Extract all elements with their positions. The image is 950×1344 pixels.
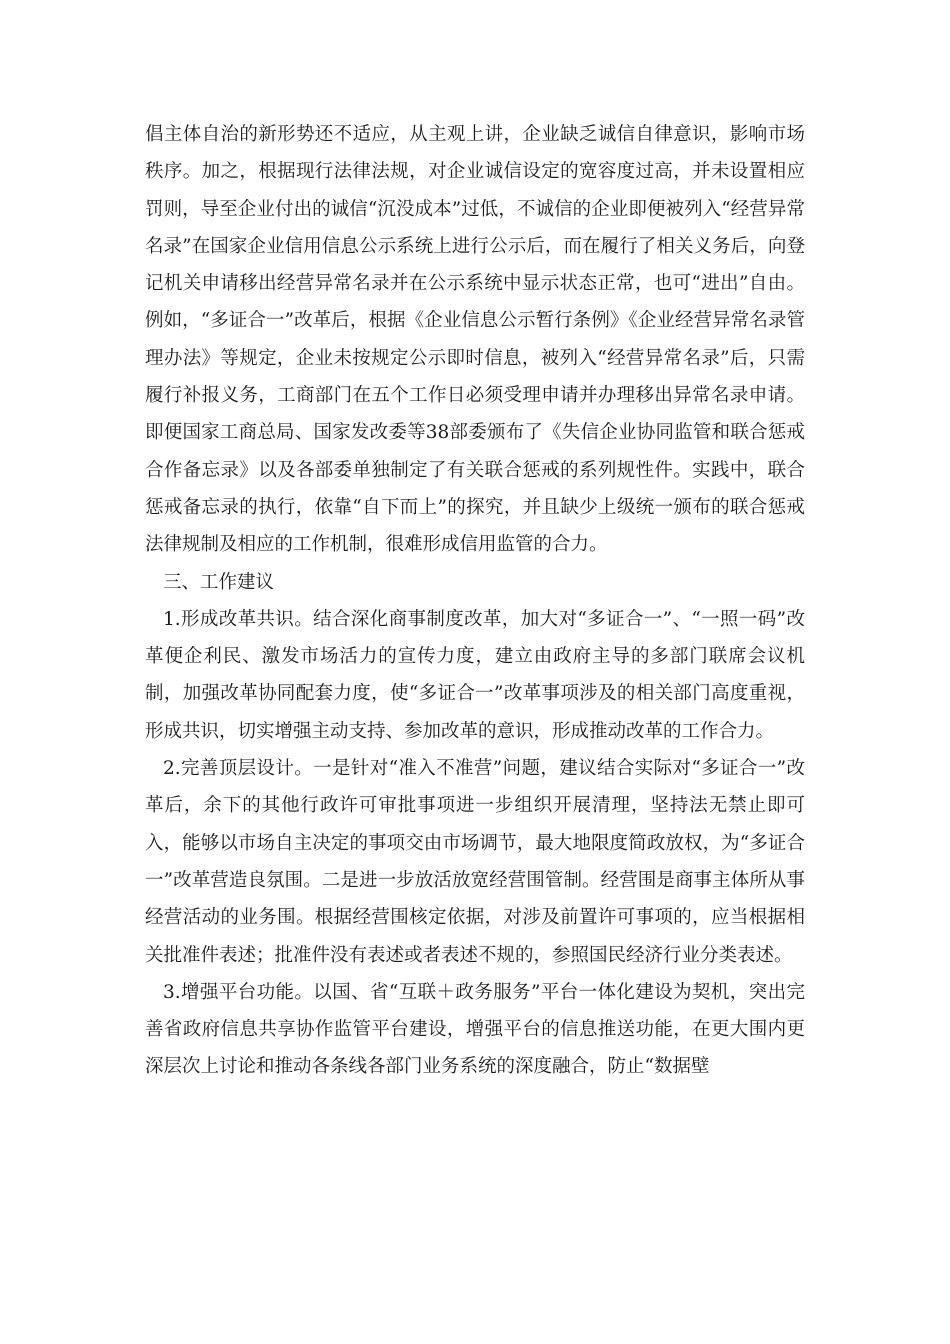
body-paragraph-platform-function: 3.增强平台功能。以国、省“互联＋政务服务”平台一体化建设为契机，突出完善省政府信息共享协作监管平台建设，增强平台的信息推送功能，在更大围内更深层次上讨论和推动各条线各部门业务系统的深度融合，防止“数据壁: [145, 981, 805, 1078]
body-paragraph-reform-consensus: 1.形成改革共识。结合深化商事制度改革，加大对“多证合一”、“一照一码”改革便企利民、激发市场活力的宣传力度，建立由政府主导的多部门联席会议机制，加强改革协同配套力度，使“多证合一”改革事项涉及的相关部门高度重视，形成共识，切实增强主动支持、参加改革的意识，形成推动改革的工作合力。: [145, 608, 805, 742]
document-page: [145, 116, 805, 1086]
body-paragraph-continuation: 倡主体自治的新形势还不适应，从主观上讲，企业缺乏诚信自律意识，影响市场秩序。加之，根据现行法律法规，对企业诚信设定的宽容度过高，并未设置相应罚则，导至企业付出的诚信“沉没成本”过低，不诚信的企业即便被列入“经营异常名录”在国家企业信用信息公示系统上进行公示后，而在履行了相关义务后，向登记机关申请移出经营异常名录并在公示系统中显示状态正常，也可“进出”自由。例如，“多证合一”改革后，根据《企业信息公示暂行条例》《企业经营异常名录管理办法》等规定，企业未按规定公示即时信息，被列入“经营异常名录”后，只需履行补报义务，工商部门在五个工作日必须受理申请并办理移出异常名录申请。即便国家工商总局、国家发改委等38部委颁布了《失信企业协同监管和联合惩戒合作备忘录》以及各部委单独制定了有关联合惩戒的系列规性件。实践中，联合惩戒备忘录的执行，依靠“自下而上”的探究，并且缺少上级统一颁布的联合惩戒法律规制及相应的工作机制，很难形成信用监管的合力。: [145, 124, 805, 556]
body-paragraph-top-level-design: 2.完善顶层设计。一是针对“准入不准营”问题，建议结合实际对“多证合一”改革后，余下的其他行政许可审批事项进一步组织开展清理，坚持法无禁止即可入，能够以市场自主决定的事项交由市场调节，最大地限度简政放权，为“多证合一”改革营造良氛围。二是进一步放活放宽经营围管制。经营围是商事主体所从事经营活动的业务围。根据经营围核定依据，对涉及前置许可事项的，应当根据相关批准件表述；批准件没有表述或者表述不规的，参照国民经济行业分类表述。: [145, 758, 805, 966]
section-heading-work-suggestions: 三、工作建议: [163, 571, 275, 593]
